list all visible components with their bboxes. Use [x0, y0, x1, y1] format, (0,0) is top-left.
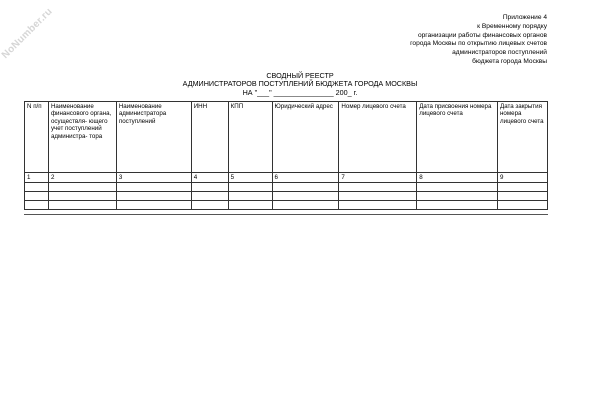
empty-cell [48, 192, 116, 201]
empty-cell [116, 183, 191, 192]
column-number-row [25, 173, 548, 183]
empty-cell [339, 192, 417, 201]
empty-cell [25, 183, 49, 192]
appendix-line: организации работы финансовых органов [417, 31, 547, 39]
empty-cell [498, 183, 548, 192]
header-cell: ИНН [191, 102, 228, 173]
table-row [25, 183, 548, 192]
empty-cell [228, 201, 272, 210]
column-number: 3 [116, 173, 191, 183]
bottom-divider [24, 214, 548, 215]
appendix-line: Приложение 4 [502, 14, 547, 21]
empty-cell [272, 201, 339, 210]
empty-cell [417, 192, 498, 201]
appendix-line: администраторов поступлений [452, 49, 547, 57]
appendix-note [410, 14, 547, 67]
header-cell: Дата присвоения номера лицевого счета [417, 102, 498, 173]
column-number: 9 [498, 173, 548, 183]
title-line-2: АДМИНИСТРАТОРОВ ПОСТУПЛЕНИЙ БЮДЖЕТА ГОРОДА МОСКВЫ [182, 79, 418, 89]
appendix-line: бюджета города Москвы [472, 57, 547, 65]
title-date-line: НА "___" _______________ 200_ г. [242, 87, 358, 97]
empty-cell [272, 192, 339, 201]
appendix-line: города Москвы по открытию лицевых счетов [410, 40, 547, 48]
empty-cell [191, 201, 228, 210]
column-number: 2 [48, 173, 116, 183]
empty-cell [417, 183, 498, 192]
header-cell: Дата закрытия номера лицевого счета [498, 102, 548, 173]
empty-cell [228, 192, 272, 201]
table-row [25, 192, 548, 201]
header-cell: Номер лицевого счета [339, 102, 417, 173]
document-title [0, 72, 600, 97]
column-number: 6 [272, 173, 339, 183]
empty-cell [417, 201, 498, 210]
empty-cell [116, 201, 191, 210]
header-cell: КПП [228, 102, 272, 173]
appendix-line: к Временному порядку [477, 22, 547, 30]
column-number: 5 [228, 173, 272, 183]
column-number: 8 [417, 173, 498, 183]
empty-cell [498, 192, 548, 201]
empty-cell [25, 201, 49, 210]
column-number: 1 [25, 173, 49, 183]
empty-cell [116, 192, 191, 201]
column-number: 4 [191, 173, 228, 183]
column-number: 7 [339, 173, 417, 183]
header-cell: Наименование финансового органа, осуществля- ющего учет поступлений администра- тора [48, 102, 116, 173]
empty-cell [191, 183, 228, 192]
empty-cell [48, 201, 116, 210]
table-row [25, 201, 548, 210]
register-table [24, 101, 548, 210]
header-cell: Наименование администратора поступлений [116, 102, 191, 173]
empty-cell [272, 183, 339, 192]
empty-cell [228, 183, 272, 192]
empty-cell [25, 192, 49, 201]
empty-cell [339, 183, 417, 192]
empty-cell [48, 183, 116, 192]
header-cell: Юридический адрес [272, 102, 339, 173]
empty-cell [191, 192, 228, 201]
empty-cell [498, 201, 548, 210]
empty-cell [339, 201, 417, 210]
title-line-1: СВОДНЫЙ РЕЕСТР [266, 71, 334, 80]
table-header-row [25, 102, 548, 173]
watermark: NoNumber.ru [0, 6, 55, 61]
header-cell: N п/п [25, 102, 49, 173]
